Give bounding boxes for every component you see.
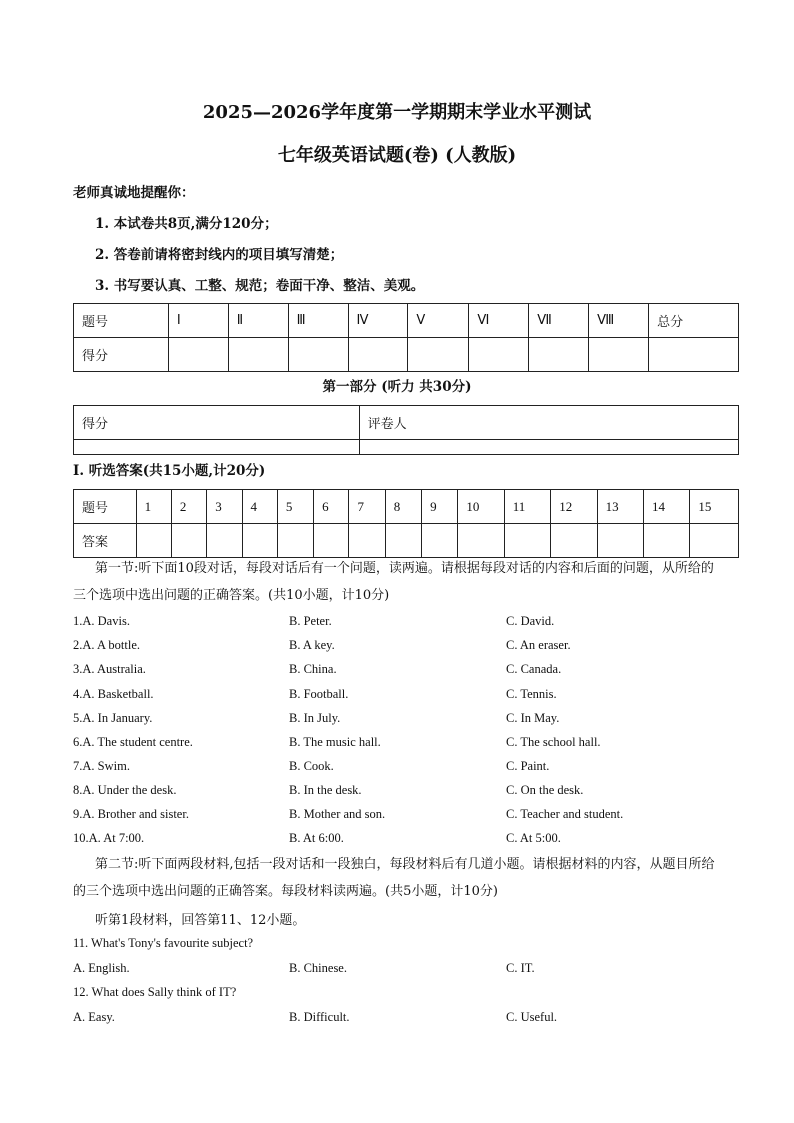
q12-option-a[interactable]: A. Easy. [73,1010,115,1024]
score-header-cell: Ⅱ [228,304,288,338]
question-number: 6 [314,490,349,524]
question-number: 13 [597,490,643,524]
q2-option-a[interactable]: 2.A. A bottle. [73,638,141,652]
q8-option-b[interactable]: B. In the desk. [289,783,362,797]
question-number: 14 [644,490,690,524]
score-header-cell: 总分 [649,304,739,338]
score-header-cell: Ⅷ [589,304,649,338]
answer-cell[interactable] [458,524,504,558]
q2-option-b[interactable]: B. A key. [289,638,335,652]
answer-cell[interactable] [207,524,242,558]
answer-header-label: 题号 [74,490,137,524]
score-row-label: 得分 [74,338,169,372]
q4-option-c[interactable]: C. Tennis. [506,687,557,701]
q5-option-c[interactable]: C. In May. [506,711,560,725]
q7-option-a[interactable]: 7.A. Swim. [73,759,130,773]
score-header-cell: Ⅰ [168,304,228,338]
q6-option-a[interactable]: 6.A. The student centre. [73,735,193,749]
q12-stem: 12. What does Sally think of IT? [73,985,237,999]
answer-table [73,489,739,558]
q9-option-b[interactable]: B. Mother and son. [289,807,386,821]
question-number: 4 [242,490,277,524]
notice-intro: 老师真诚地提醒你： [73,185,195,201]
answer-number-row [74,490,739,524]
grader-input-row [74,440,739,455]
answer-cell[interactable] [644,524,690,558]
question-number: 2 [171,490,206,524]
score-cell[interactable] [288,338,348,372]
answer-cell[interactable] [136,524,171,558]
score-header-cell: Ⅲ [288,304,348,338]
q9-option-c[interactable]: C. Teacher and student. [506,807,624,821]
answer-cell[interactable] [504,524,550,558]
q8-option-c[interactable]: C. On the desk. [506,783,584,797]
grader-table [73,405,739,455]
q12-option-c[interactable]: C. Useful. [506,1010,558,1024]
part-heading: 第一部分 (听力 共30分) [322,379,472,395]
grader-reviewer-cell[interactable] [359,440,738,455]
answer-input-row [74,524,739,558]
q4-option-a[interactable]: 4.A. Basketball. [73,687,154,701]
score-header-cell: Ⅵ [469,304,529,338]
score-header-cell: Ⅶ [529,304,589,338]
score-table-header-row [74,304,739,338]
answer-cell[interactable] [314,524,349,558]
q3-option-a[interactable]: 3.A. Australia. [73,662,146,676]
answer-cell[interactable] [242,524,277,558]
score-cell[interactable] [529,338,589,372]
score-cell[interactable] [589,338,649,372]
question-number: 12 [551,490,597,524]
q11-stem: 11. What's Tony's favourite subject? [73,936,254,950]
question-number: 7 [349,490,385,524]
question-number: 1 [136,490,171,524]
q4-option-b[interactable]: B. Football. [289,687,349,701]
score-cell[interactable] [649,338,739,372]
answer-cell[interactable] [277,524,313,558]
grader-header-row [74,406,739,440]
q12-option-b[interactable]: B. Difficult. [289,1010,350,1024]
section-title: Ⅰ. 听选答案(共15小题,计20分) [73,463,266,479]
answer-cell[interactable] [385,524,421,558]
q1-option-a[interactable]: 1.A. Davis. [73,614,130,628]
q2-option-c[interactable]: C. An eraser. [506,638,571,652]
score-table [73,303,739,372]
q3-option-c[interactable]: C. Canada. [506,662,562,676]
answer-cell[interactable] [349,524,385,558]
grader-score-label: 得分 [74,406,360,440]
question-number: 3 [207,490,242,524]
question-number: 10 [458,490,504,524]
exam-subtitle: 七年级英语试题(卷) (人教版) [277,145,517,166]
q1-option-b[interactable]: B. Peter. [289,614,332,628]
score-cell[interactable] [228,338,288,372]
material1-intro: 听第1段材料，回答第11、12小题。 [95,913,306,928]
q11-option-b[interactable]: B. Chinese. [289,961,347,975]
grader-score-cell[interactable] [74,440,360,455]
q6-option-b[interactable]: B. The music hall. [289,735,381,749]
question-number: 8 [385,490,421,524]
q10-option-c[interactable]: C. At 5:00. [506,831,561,845]
score-cell[interactable] [348,338,408,372]
exam-title: 2025—2026学年度第一学期期末学业水平测试 [202,102,592,123]
q5-option-a[interactable]: 5.A. In January. [73,711,153,725]
q10-option-b[interactable]: B. At 6:00. [289,831,344,845]
answer-cell[interactable] [422,524,458,558]
notice-tip-3: 3. 书写要认真、工整、规范；卷面干净、整洁、美观。 [95,278,425,294]
q6-option-c[interactable]: C. The school hall. [506,735,601,749]
answer-cell[interactable] [597,524,643,558]
score-cell[interactable] [469,338,529,372]
question-number: 15 [690,490,739,524]
q8-option-a[interactable]: 8.A. Under the desk. [73,783,177,797]
score-header-cell: Ⅴ [408,304,469,338]
question-number: 5 [277,490,313,524]
q7-option-c[interactable]: C. Paint. [506,759,550,773]
answer-row-label: 答案 [74,524,137,558]
answer-cell[interactable] [690,524,739,558]
q7-option-b[interactable]: B. Cook. [289,759,334,773]
question-number: 11 [504,490,550,524]
q1-option-c[interactable]: C. David. [506,614,555,628]
score-table-score-row [74,338,739,372]
score-cell[interactable] [408,338,469,372]
answer-cell[interactable] [551,524,597,558]
q11-option-c[interactable]: C. IT. [506,961,535,975]
score-cell[interactable] [168,338,228,372]
q5-option-b[interactable]: B. In July. [289,711,341,725]
q9-option-a[interactable]: 9.A. Brother and sister. [73,807,189,821]
q3-option-b[interactable]: B. China. [289,662,337,676]
score-header-cell: 题号 [74,304,169,338]
section2-instructions: 第二节:听下面两段材料,包括一段对话和一段独白，每段材料后有几道小题。请根据材料的内容，从题目所给的三个选项中选出问题的正确答案。每段材料读两遍。(共5小题，计10分) [73,857,715,899]
q11-option-a[interactable]: A. English. [73,961,130,975]
question-number: 9 [422,490,458,524]
notice-tip-2: 2. 答卷前请将密封线内的项目填写清楚； [95,247,344,263]
answer-cell[interactable] [171,524,206,558]
grader-reviewer-label: 评卷人 [359,406,738,440]
notice-tip-1: 1. 本试卷共8页,满分120分； [95,216,278,232]
score-header-cell: Ⅳ [348,304,408,338]
section1-instructions: 第一节:听下面10段对话，每段对话后有一个问题，读两遍。请根据每段对话的内容和后面的问题，从所给的三个选项中选出问题的正确答案。(共10小题，计10分) [73,561,714,603]
q10-option-a[interactable]: 10.A. At 7:00. [73,831,145,845]
